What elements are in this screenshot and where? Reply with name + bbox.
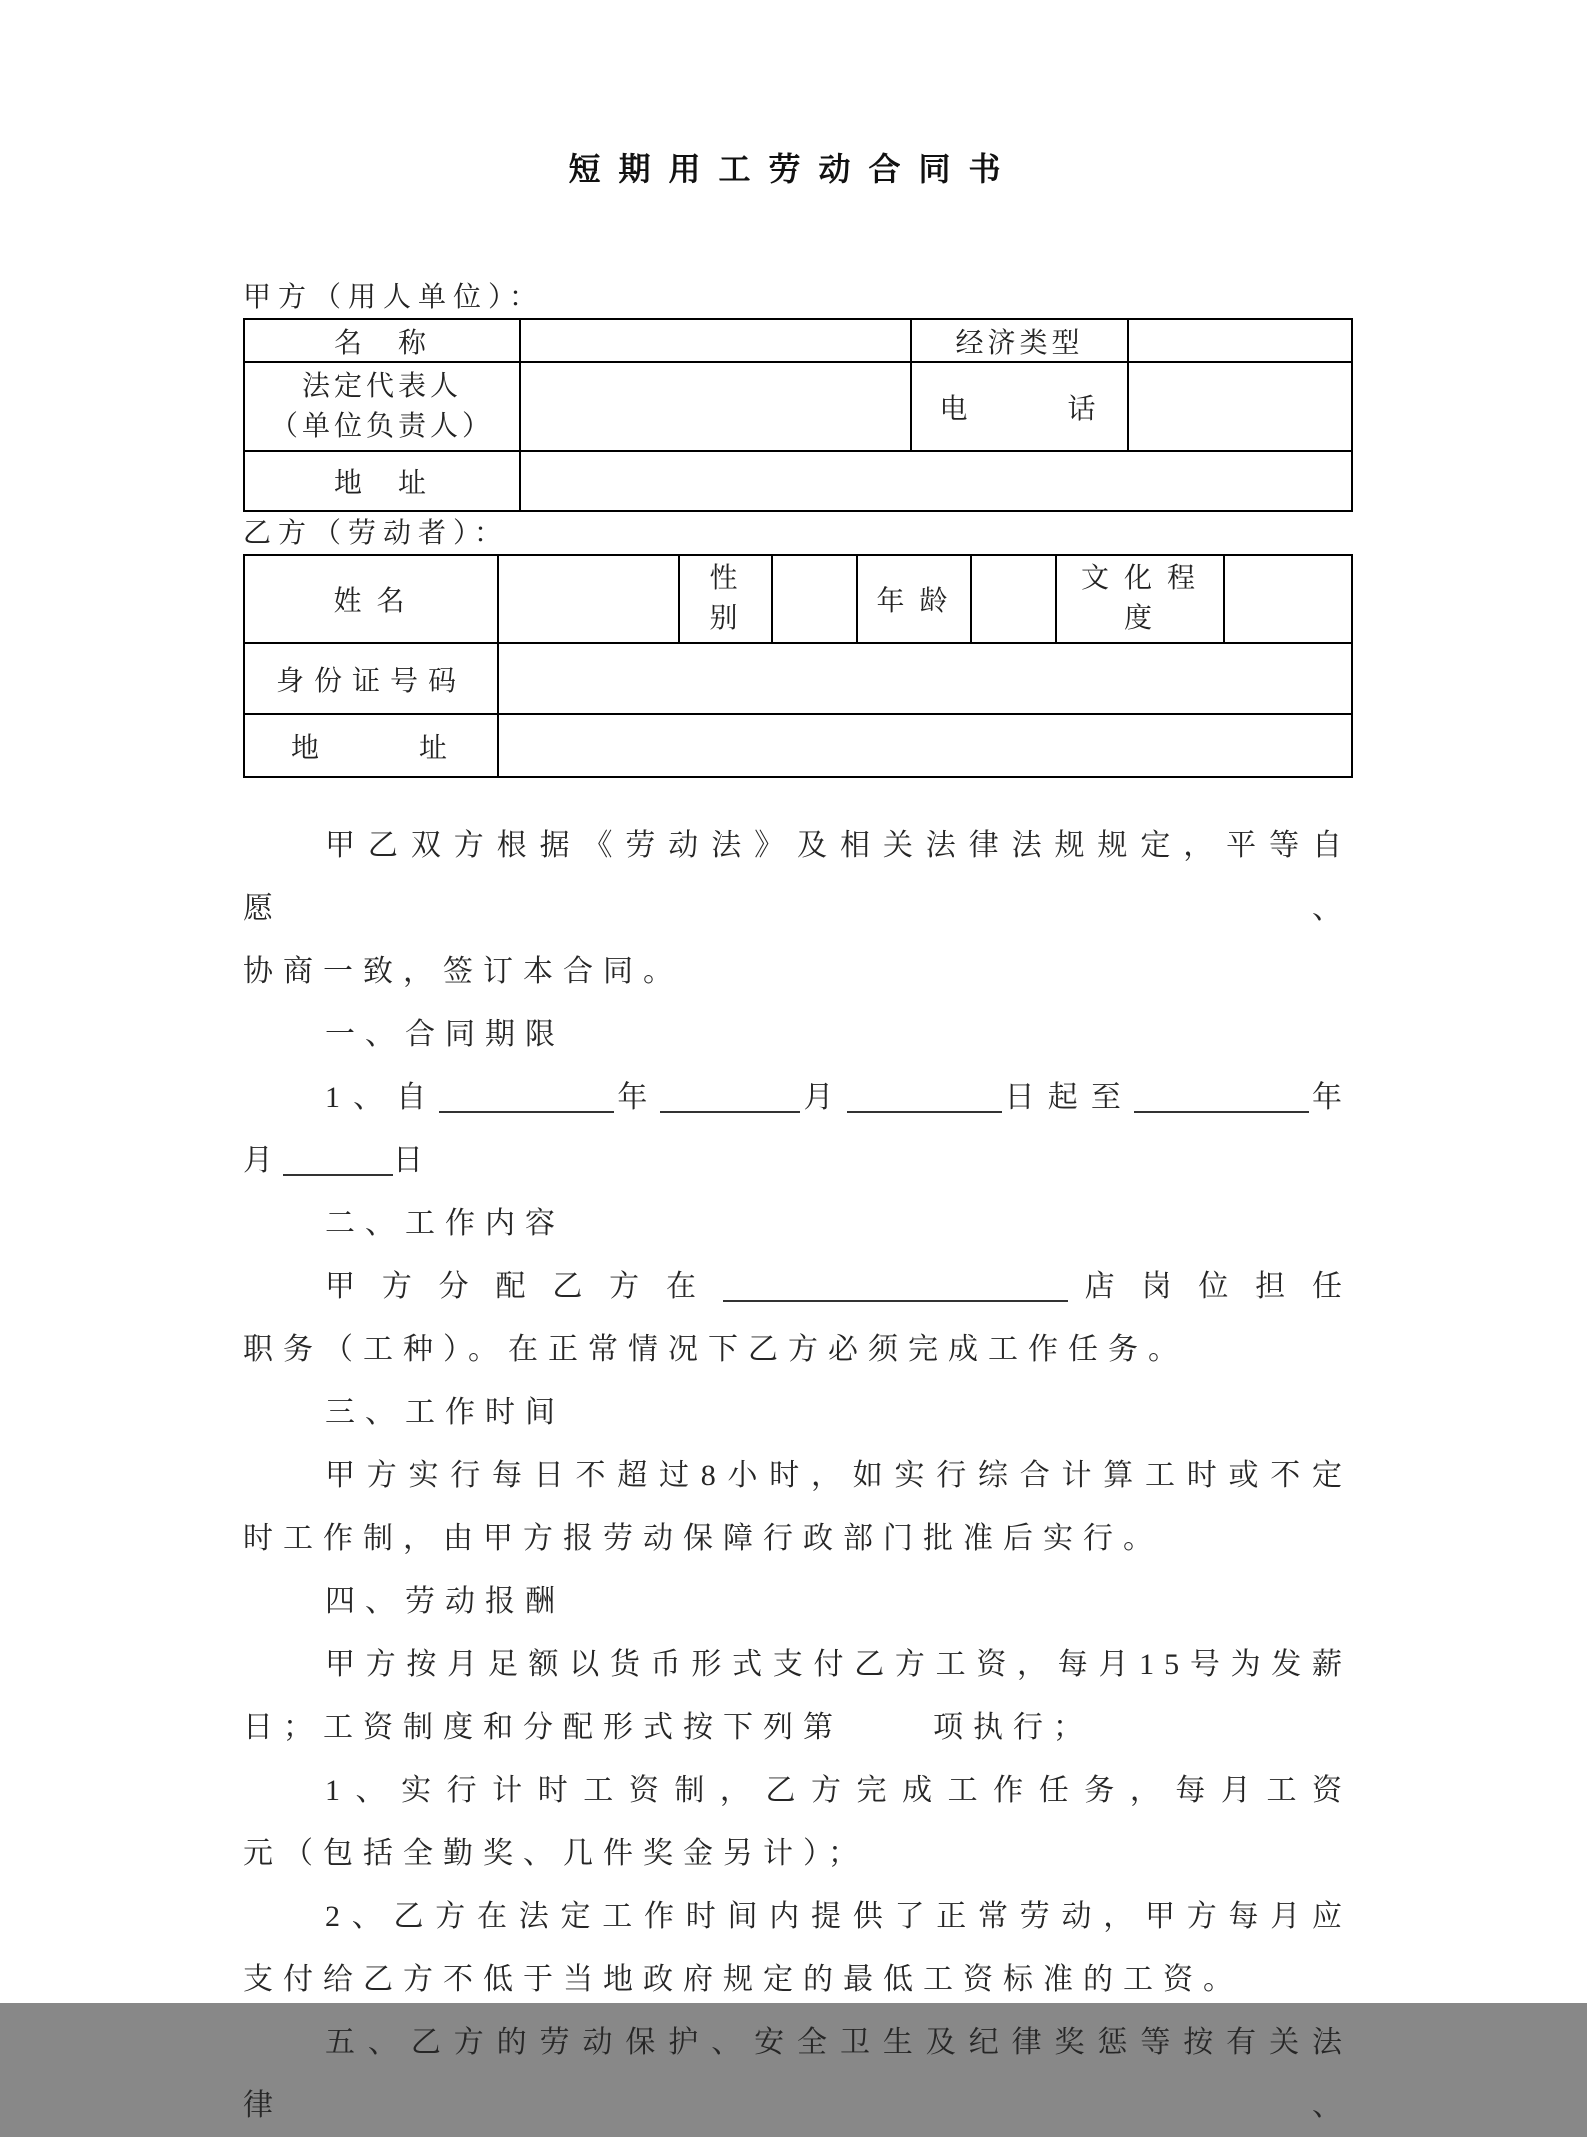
document-title: 短期用工劳动合同书 (568, 151, 1019, 187)
worker-name-label-cell: 姓 名 (244, 555, 498, 643)
body-line: 甲方实行每日不超过8小时，如实行综合计算工时或不定 (325, 1459, 1352, 1492)
education-label-line1: 文 化 程 (1080, 563, 1199, 594)
body-line (243, 1696, 1352, 1759)
party-b-section-label: 乙方（劳动者）： (243, 518, 510, 549)
gender-label-line2: 别 (709, 603, 742, 634)
legal-rep-label-line2: （单位负责人） (269, 410, 494, 442)
body-line: 支付给乙方不低于当地政府规定的最低工资标准的工资。 (243, 1963, 1243, 1996)
education-label-line2: 度 (1123, 603, 1156, 634)
fill-in-blank (847, 1105, 1002, 1113)
line-text: 日；工资制度和分配形式按下列第 (243, 1711, 843, 1744)
line-text: 甲方分配乙方在 (325, 1270, 723, 1303)
address-a-value-cell (520, 451, 1352, 511)
line-text: 月 (243, 1144, 283, 1177)
body-line: 甲乙双方根据《劳动法》及相关法律法规规定，平等自愿、 (243, 829, 1352, 925)
line-text: 项执行； (933, 1711, 1093, 1744)
worker-name-value-cell (498, 555, 679, 643)
line-text: 年 (1308, 1081, 1353, 1114)
fill-in-blank (283, 1168, 393, 1176)
econ-type-label-cell: 经济类型 (911, 319, 1128, 362)
table-row (244, 451, 1352, 511)
legal-rep-label-line1: 法定代表人 (301, 370, 462, 402)
fill-in-blank (439, 1105, 614, 1113)
blank-gap (843, 1736, 933, 1737)
party-b-table (243, 554, 1353, 778)
id-number-value-cell (498, 643, 1352, 714)
body-line: 五、乙方的劳动保护、安全卫生及纪律奖惩等按有关法律、 (243, 2026, 1352, 2122)
fill-in-blank (660, 1105, 800, 1113)
legal-rep-label-cell (244, 362, 520, 451)
name-label-cell: 名 称 (244, 319, 520, 362)
age-value-cell (971, 555, 1056, 643)
party-a-section-label: 甲方（用人单位）： (243, 282, 545, 313)
fill-in-blank (723, 1294, 1068, 1302)
phone-value-cell (1128, 362, 1352, 451)
line-text: 1、自 (325, 1081, 440, 1114)
body-line: 甲方按月足额以货币形式支付乙方工资，每月15号为发薪 (325, 1648, 1352, 1681)
table-row (244, 714, 1352, 777)
econ-type-value-cell (1128, 319, 1352, 362)
gender-label-line1: 性 (709, 563, 742, 594)
body-line: 2、乙方在法定工作时间内提供了正常劳动，甲方每月应 (325, 1900, 1352, 1933)
table-row (244, 362, 1352, 451)
address-a-label-cell: 地 址 (244, 451, 520, 511)
id-number-label-cell: 身份证号码 (244, 643, 498, 714)
body-line: 二、工作内容 (325, 1207, 565, 1240)
contract-body (243, 814, 1352, 2137)
line-text: 年 (614, 1081, 661, 1114)
gender-label-cell (679, 555, 772, 643)
body-line: 时工作制，由甲方报劳动保障行政部门批准后实行。 (243, 1522, 1163, 1555)
line-text: 日 (393, 1144, 433, 1177)
education-label-cell (1056, 555, 1224, 643)
body-line: 职务（工种）。在正常情况下乙方必须完成工作任务。 (243, 1333, 1188, 1366)
address-b-value-cell (498, 714, 1352, 777)
body-line: 元（包括全勤奖、几件奖金另计）； (243, 1837, 868, 1870)
body-line: 四、劳动报酬 (325, 1585, 565, 1618)
line-text: 月 (800, 1081, 847, 1114)
fill-in-blank (1134, 1105, 1309, 1113)
line-text: 日起至 (1001, 1081, 1134, 1114)
body-line (243, 1129, 1352, 1192)
gender-value-cell (772, 555, 857, 643)
phone-label-cell: 电 话 (911, 362, 1128, 451)
education-value-cell (1224, 555, 1352, 643)
table-row (244, 643, 1352, 714)
body-line: 协商一致，签订本合同。 (243, 955, 683, 988)
body-line: 三、工作时间 (325, 1396, 565, 1429)
name-value-cell (520, 319, 911, 362)
body-line: 一、合同期限 (325, 1018, 565, 1051)
line-text: 店岗位担任 (1067, 1270, 1353, 1303)
legal-rep-value-cell (520, 362, 911, 451)
table-row (244, 555, 1352, 643)
body-line: 1、实行计时工资制，乙方完成工作任务，每月工资 (325, 1774, 1352, 1807)
body-line (243, 1255, 1352, 1318)
party-a-table (243, 318, 1353, 512)
body-line (243, 1066, 1352, 1129)
address-b-label-cell: 地 址 (244, 714, 498, 777)
age-label-cell: 年 龄 (857, 555, 971, 643)
table-row (244, 319, 1352, 362)
